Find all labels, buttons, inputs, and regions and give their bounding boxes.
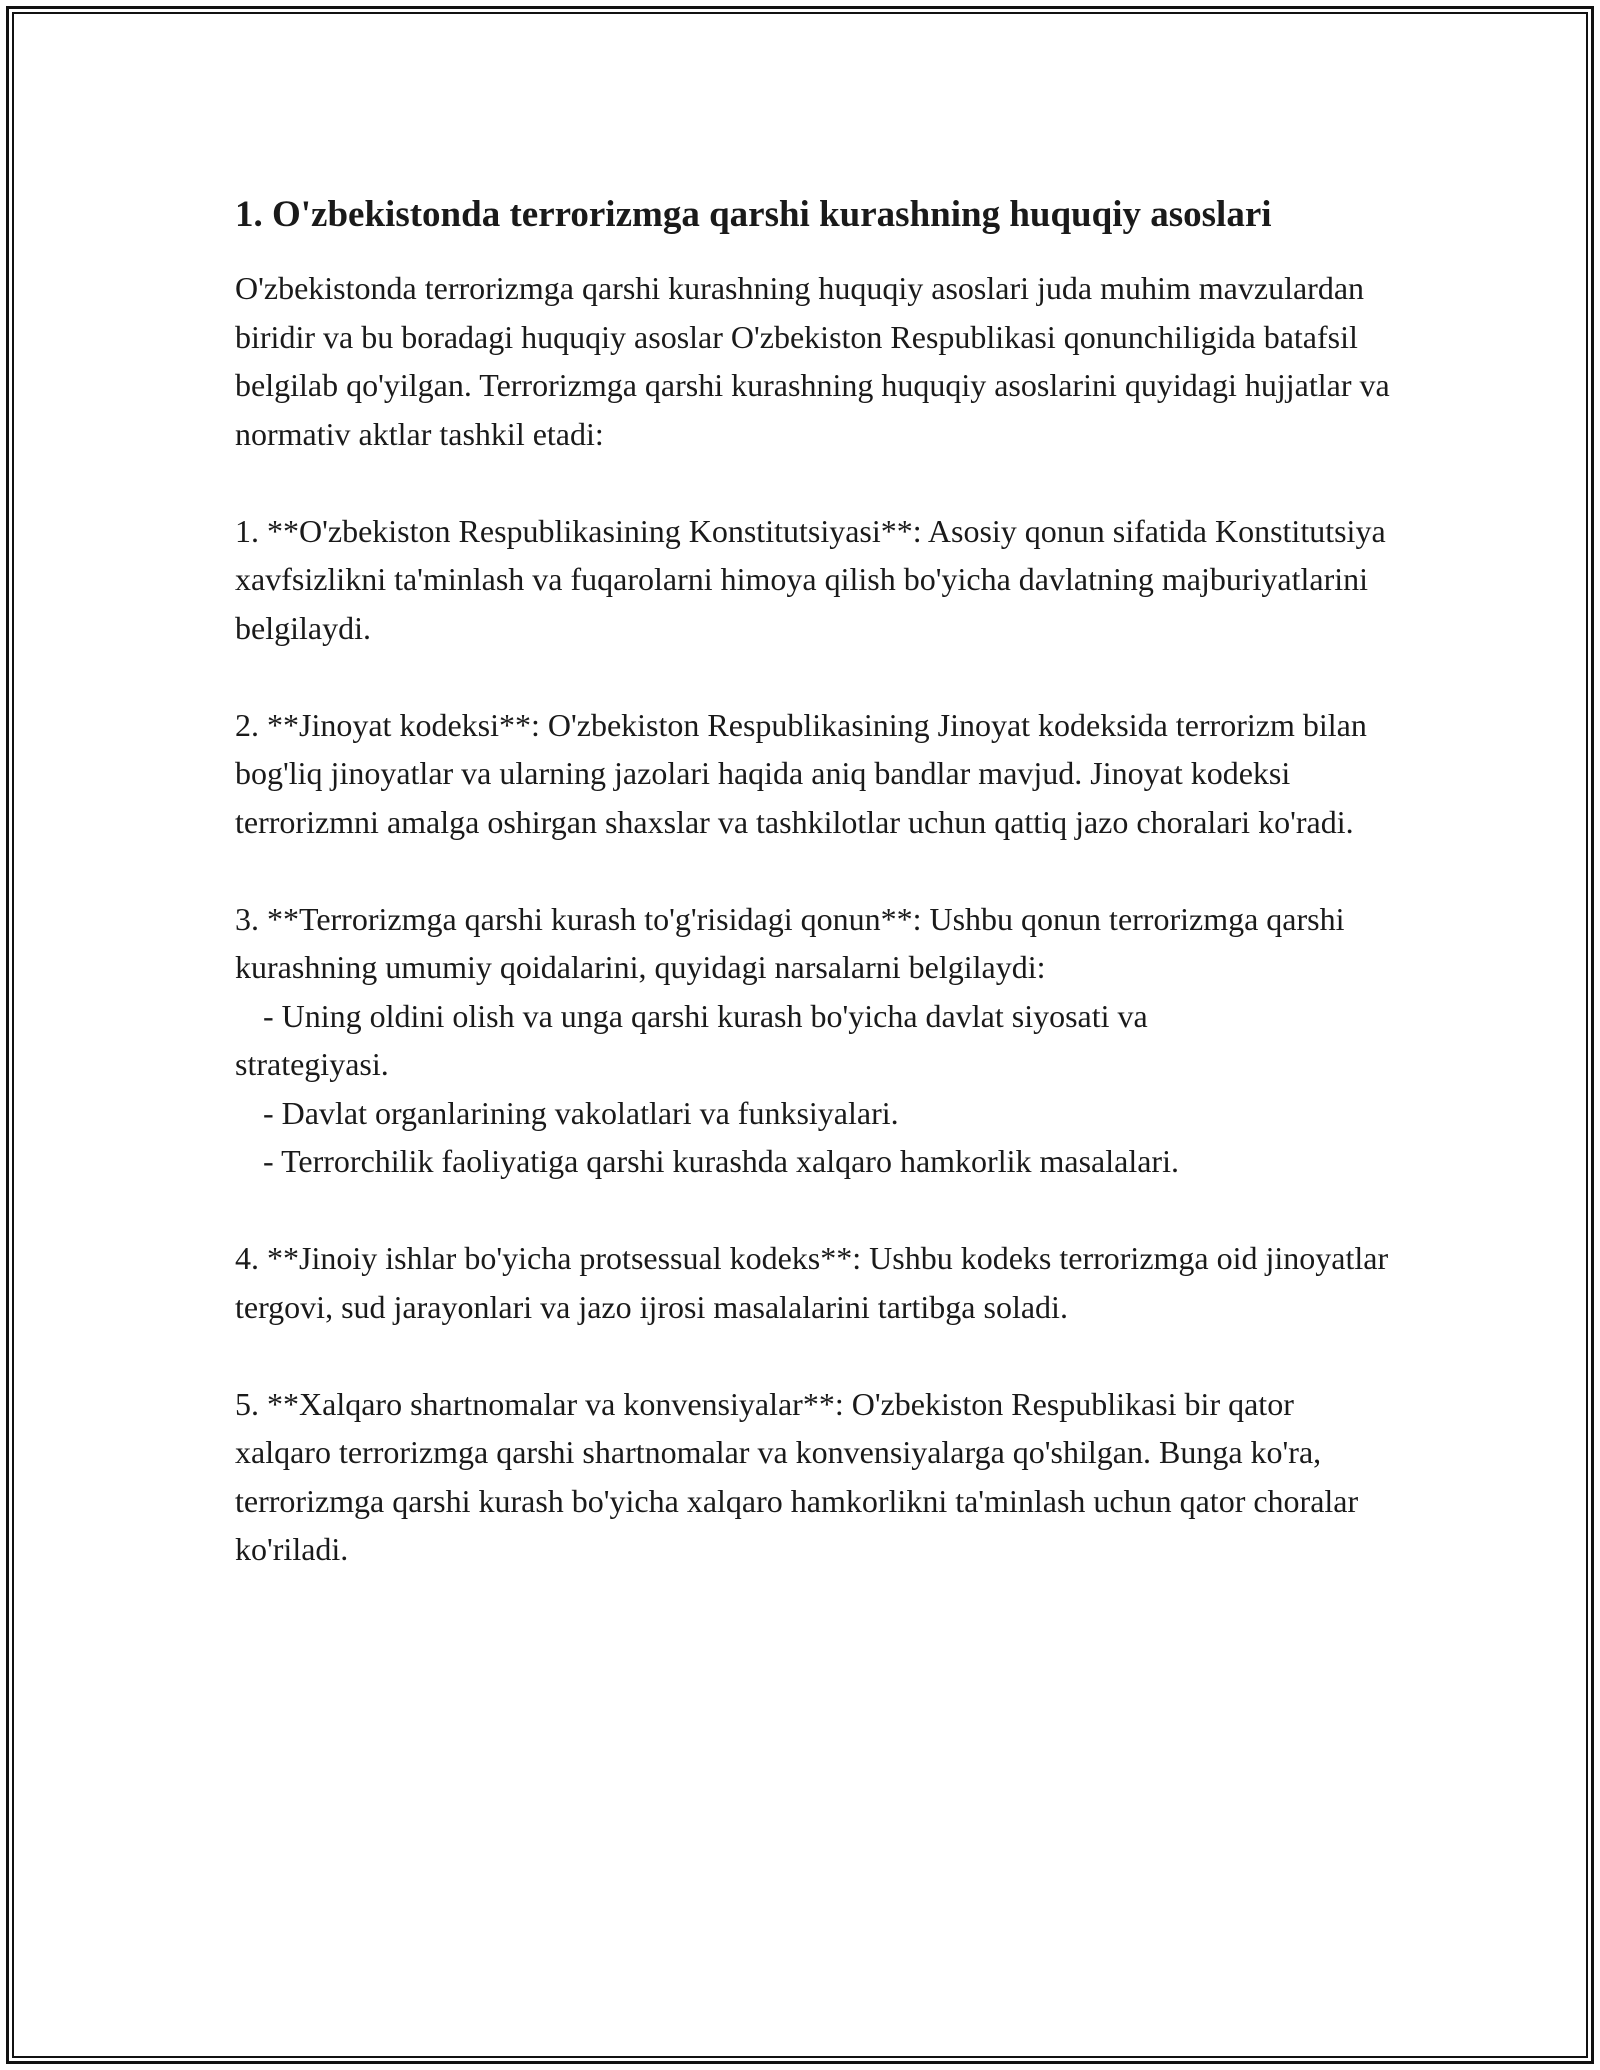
sub-bullet-state-bodies: - Davlat organlarining vakolatlari va funksiyalari.: [263, 1094, 899, 1131]
sub-bullet-state-policy: - Uning oldini olish va unga qarshi kurash bo'yicha davlat siyosati va: [263, 997, 1148, 1034]
sub-bullet-state-policy-continued: strategiyasi.: [235, 1046, 389, 1082]
document-heading: 1. O'zbekistonda terrorizmga qarshi kurashning huquqiy asoslari: [235, 194, 1272, 235]
list-item-constitution: 1. **O'zbekiston Respublikasining Konstitutsiyasi**: Asosiy qonun sifatida Konstitutsiya xavfsizlikni ta'minlash va fuqarolarni himoya qilish bo'yicha davlatning majburiyatlarini belgilaydi.: [235, 512, 1386, 646]
paragraph-gap: [235, 652, 1395, 701]
paragraph-gap: [235, 1186, 1395, 1235]
list-item-anti-terror-law: 3. **Terrorizmga qarshi kurash to'g'risidagi qonun**: Ushbu qonun terrorizmga qarshi kurashning umumiy qoidalarini, quyidagi narsalarni belgilaydi:: [235, 900, 1345, 985]
intro-paragraph: O'zbekistonda terrorizmga qarshi kurashning huquqiy asoslari juda muhim mavzulardan biridir va bu boradagi huquqiy asoslar O'zbekiston Respublikasi qonunchiligida batafsil belgilab qo'yilgan. Terrorizmga qarshi kurashning huquqiy asoslarini quyidagi hujjatlar va normativ aktlar tashkil etadi:: [235, 270, 1390, 452]
list-item-international-treaties: 5. **Xalqaro shartnomalar va konvensiyalar**: O'zbekiston Respublikasi bir qator xalqaro terrorizmga qarshi shartnomalar va konvensiyalarga qo'shilgan. Bunga ko'ra, terrorizmga qarshi kurash bo'yicha xalqaro hamkorlikni ta'minlash uchun qator choralar ko'riladi.: [235, 1385, 1359, 1567]
paragraph-gap: [235, 846, 1395, 895]
sub-bullet-international-cooperation: - Terrorchilik faoliyatiga qarshi kurashda xalqaro hamkorlik masalalari.: [263, 1143, 1179, 1179]
list-item-criminal-code: 2. **Jinoyat kodeksi**: O'zbekiston Respublikasining Jinoyat kodeksida terrorizm bilan bog'liq jinoyatlar va ularning jazolari haqida aniq bandlar mavjud. Jinoyat kodeksi terrorizmni amalga oshirgan shaxslar va tashkilotlar uchun qattiq jazo choralari ko'radi.: [235, 706, 1367, 840]
list-item-procedural-code: 4. **Jinoiy ishlar bo'yicha protsessual kodeks**: Ushbu kodeks terrorizmga oid jinoyatlar tergovi, sud jarayonlari va jazo ijrosi masalalarini tartibga soladi.: [235, 1240, 1389, 1325]
paragraph-gap: [235, 1331, 1395, 1380]
document-body: [235, 188, 1395, 1574]
paragraph-gap: [235, 458, 1395, 507]
